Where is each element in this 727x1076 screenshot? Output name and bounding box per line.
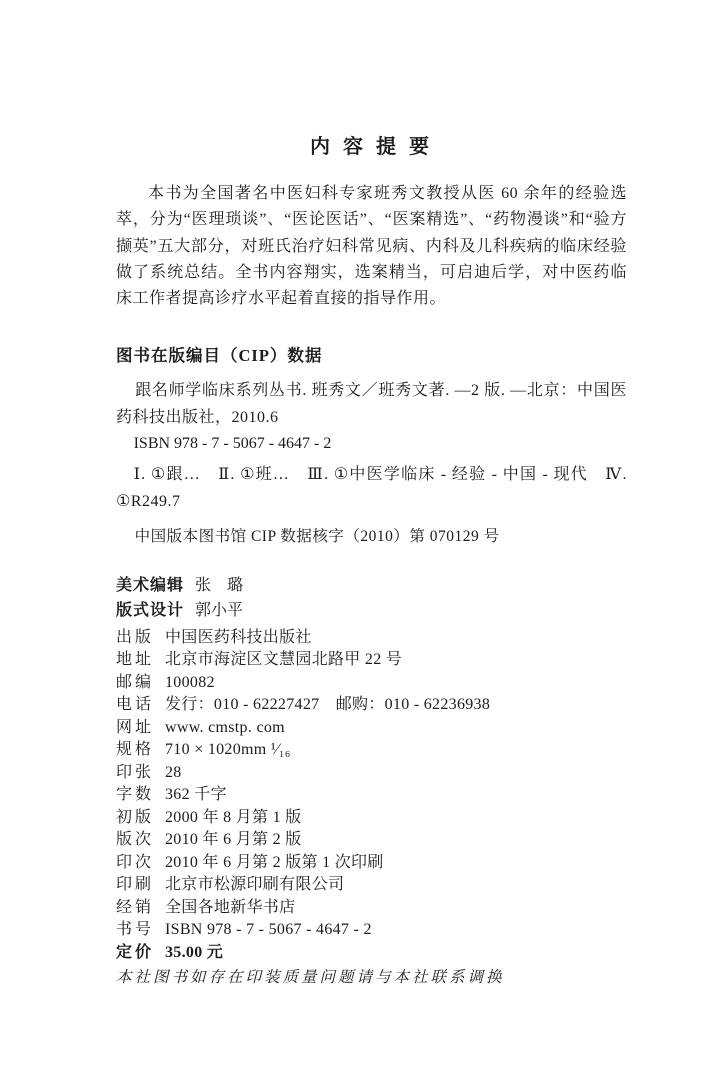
pub-row-book-number [116, 919, 627, 942]
pub-label: 定价 [116, 943, 155, 961]
pub-row-printed-sheets [116, 762, 627, 785]
pub-label: 出版 [116, 628, 155, 646]
summary-paragraph: 本书为全国著名中医妇科专家班秀文教授从医 60 余年的经验选萃，分为“医理琐谈”、“医论医话”、“医案精选”、“药物漫谈”和“验方撷英”五大部分，对班氏治疗妇科常见病、内科及儿科疾病的临床经验做了系统总结。全书内容翔实，选案精当，可启迪后学，对中医药临床工作者提高诊疗水平起着直接的指导作用。 [116, 185, 627, 308]
credit-row-art-editor [116, 573, 627, 598]
publication-list [116, 627, 627, 965]
pub-label: 规格 [116, 741, 155, 759]
summary-title: 内 容 提 要 [310, 136, 433, 158]
credit-value: 张 璐 [195, 576, 244, 594]
pub-value: 全国各地新华书店 [165, 898, 296, 916]
pub-row-first-edition [116, 807, 627, 830]
pub-row-address [116, 649, 627, 672]
pub-row-price [116, 942, 627, 965]
pub-label: 邮编 [116, 673, 155, 691]
pub-value: 北京市松源印刷有限公司 [165, 876, 345, 894]
pub-value: 710 × 1020mm ¹⁄₁₆ [165, 741, 291, 759]
pub-label: 地址 [116, 651, 155, 669]
pub-row-word-count [116, 784, 627, 807]
pub-label: 网址 [116, 718, 155, 736]
cip-classification: Ⅰ. ①跟… Ⅱ. ①班… Ⅲ. ①中医学临床 - 经验 - 中国 - 现代 Ⅳ. ①R249.7 [116, 466, 627, 510]
pub-value: 100082 [165, 673, 215, 691]
cip-isbn: ISBN 978 - 7 - 5067 - 4647 - 2 [133, 435, 332, 453]
pub-label: 经销 [116, 898, 155, 916]
pub-label: 电话 [116, 696, 155, 714]
pub-value: ISBN 978 - 7 - 5067 - 4647 - 2 [165, 921, 372, 939]
pub-value: 2010 年 6 月第 2 版 [165, 831, 302, 849]
pub-row-website [116, 717, 627, 740]
pub-label: 版次 [116, 831, 155, 849]
pub-value: www. cmstp. com [165, 718, 285, 736]
pub-value: 发行：010 - 62227427 邮购：010 - 62236938 [165, 696, 491, 714]
pub-label: 字数 [116, 786, 155, 804]
pub-row-printer [116, 874, 627, 897]
pub-value: 中国医药科技出版社 [165, 628, 312, 646]
pub-value: 北京市海淀区文慧园北路甲 22 号 [165, 651, 403, 669]
pub-label: 初版 [116, 808, 155, 826]
pub-value: 362 千字 [165, 786, 227, 804]
pub-label: 书号 [116, 921, 155, 939]
pub-value: 35.00 元 [165, 943, 224, 961]
pub-row-print-run [116, 852, 627, 875]
pub-value: 2010 年 6 月第 2 版第 1 次印刷 [165, 853, 384, 871]
pub-row-zipcode [116, 672, 627, 695]
pub-value: 2000 年 8 月第 1 版 [165, 808, 302, 826]
credit-value: 郭小平 [195, 601, 244, 619]
pub-row-distributor [116, 897, 627, 920]
pub-label: 印次 [116, 853, 155, 871]
credits-list [116, 573, 627, 623]
footer-note: 本社图书如存在印装质量问题请与本社联系调换 [116, 969, 505, 987]
pub-row-edition [116, 829, 627, 852]
credit-row-layout-designer [116, 598, 627, 623]
pub-row-publisher [116, 627, 627, 650]
cip-record: 中国版本图书馆 CIP 数据核字（2010）第 070129 号 [134, 527, 500, 545]
credit-label: 美术编辑 [116, 576, 185, 594]
pub-label: 印刷 [116, 876, 155, 894]
pub-value: 28 [165, 763, 182, 781]
credit-label: 版式设计 [116, 601, 185, 619]
cip-heading: 图书在版编目（CIP）数据 [116, 346, 323, 366]
pub-row-format [116, 739, 627, 762]
pub-label: 印张 [116, 763, 155, 781]
pub-row-phone [116, 694, 627, 717]
cip-entry: 跟名师学临床系列丛书. 班秀文／班秀文著. —2 版. —北京：中国医药科技出版社，2010.6 [116, 382, 627, 426]
